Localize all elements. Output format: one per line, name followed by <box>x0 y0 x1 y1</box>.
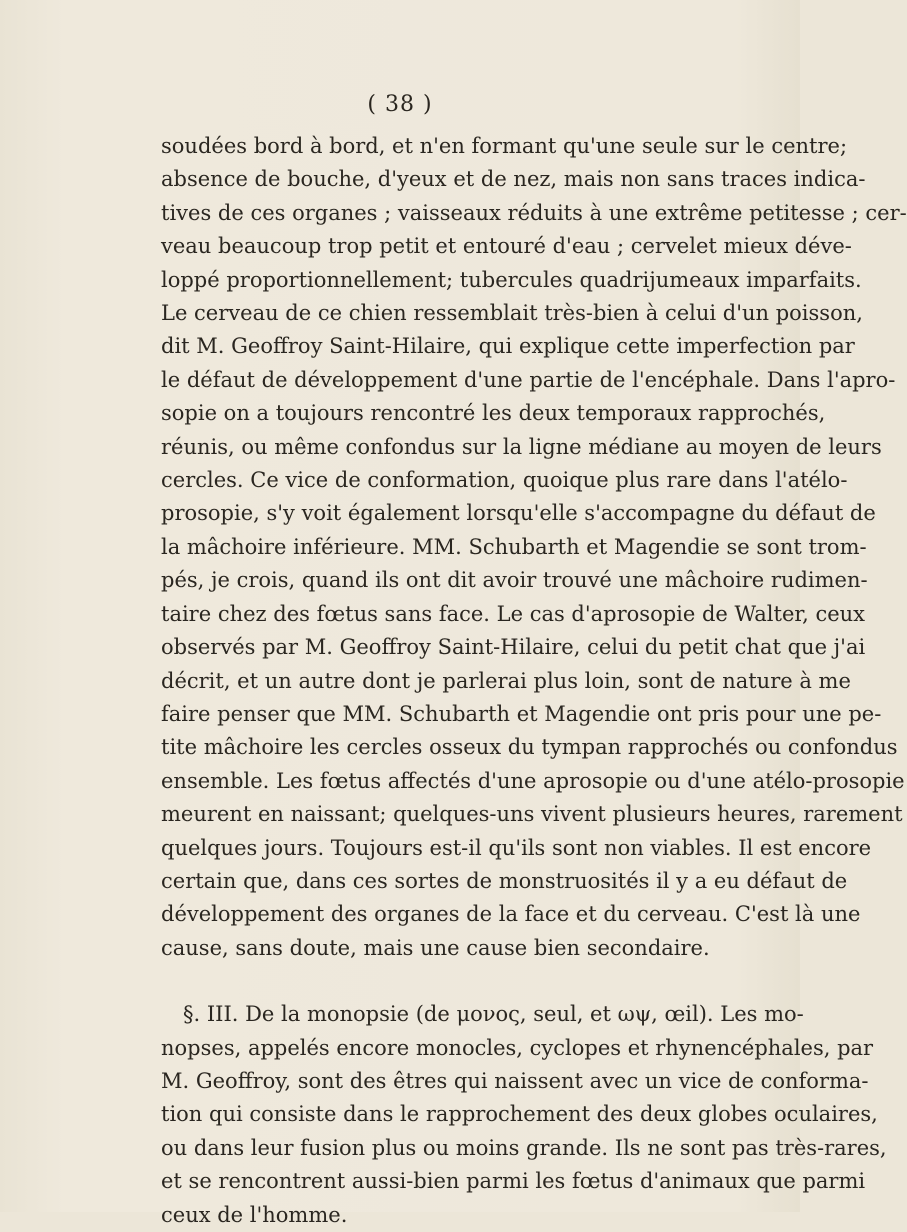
text-line: absence de bouche, d'yeux et de nez, mais non sans traces indica- <box>161 167 866 192</box>
text-line: §. III. De la monopsie (de μονος, seul, et ωψ, œil). Les mo- <box>183 1002 804 1027</box>
text-line: soudées bord à bord, et n'en formant qu'une seule sur le centre; <box>161 134 848 158</box>
text-line: décrit, et un autre dont je parlerai plus loin, sont de nature à me <box>161 668 851 693</box>
text-line: cercles. Ce vice de conformation, quoique plus rare dans l'atélo- <box>161 468 848 493</box>
text-line: cause, sans doute, mais une cause bien secondaire. <box>161 935 710 960</box>
text-line: ou dans leur fusion plus ou moins grande. Ils ne sont pas très-rares, <box>161 1135 887 1160</box>
text-line: loppé proportionnellement; tubercules quadrijumeaux imparfaits. <box>161 267 862 292</box>
text-line: meurent en naissant; quelques-uns vivent plusieurs heures, rarement <box>161 802 903 827</box>
text-line: tion qui consiste dans le rapprochement des deux globes oculaires, <box>161 1102 878 1127</box>
text-line: ceux de l'homme. <box>161 1202 348 1227</box>
paragraph-1 <box>161 130 907 965</box>
paragraph-2 <box>161 998 887 1232</box>
body-text <box>161 130 907 1232</box>
text-line: observés par M. Geoffroy Saint-Hilaire, celui du petit chat que j'ai <box>161 635 866 660</box>
text-line: la mâchoire inférieure. MM. Schubarth et Magendie se sont trom- <box>161 534 867 559</box>
text-line: faire penser que MM. Schubarth et Magendie ont pris pour une pe- <box>161 701 882 726</box>
text-line: taire chez des fœtus sans face. Le cas d'aprosopie de Walter, ceux <box>161 601 866 626</box>
text-line: nopses, appelés encore monocles, cyclopes et rhynencéphales, par <box>161 1035 874 1060</box>
text-line: ensemble. Les fœtus affectés d'une aprosopie ou d'une atélo-prosopie <box>161 768 905 793</box>
text-line: M. Geoffroy, sont des êtres qui naissent avec un vice de conforma- <box>161 1068 869 1093</box>
text-line: réunis, ou même confondus sur la ligne médiane au moyen de leurs <box>161 434 882 459</box>
text-line: veau beaucoup trop petit et entouré d'eau ; cervelet mieux déve- <box>161 234 852 259</box>
text-line: dit M. Geoffroy Saint-Hilaire, qui explique cette imperfection par <box>161 334 855 359</box>
text-line: sopie on a toujours rencontré les deux temporaux rapprochés, <box>161 401 826 426</box>
page-number: ( 38 ) <box>367 92 433 117</box>
text-line: quelques jours. Toujours est-il qu'ils sont non viables. Il est encore <box>161 835 872 860</box>
text-line: tite mâchoire les cercles osseux du tympan rapprochés ou confondus <box>161 735 898 760</box>
paragraph-spacer <box>161 965 783 998</box>
text-line: pés, je crois, quand ils ont dit avoir trouvé une mâchoire rudimen- <box>161 568 868 593</box>
text-line: développement des organes de la face et du cerveau. C'est là une <box>161 902 861 927</box>
text-line: le défaut de développement d'une partie de l'encéphale. Dans l'apro- <box>161 367 896 392</box>
text-line: tives de ces organes ; vaisseaux réduits à une extrême petitesse ; cer- <box>161 200 907 225</box>
text-line: et se rencontrent aussi-bien parmi les fœtus d'animaux que parmi <box>161 1169 866 1194</box>
text-line: certain que, dans ces sortes de monstruosités il y a eu défaut de <box>161 868 848 893</box>
text-line: prosopie, s'y voit également lorsqu'elle s'accompagne du défaut de <box>161 501 876 526</box>
text-line: Le cerveau de ce chien ressemblait très-bien à celui d'un poisson, <box>161 301 863 326</box>
